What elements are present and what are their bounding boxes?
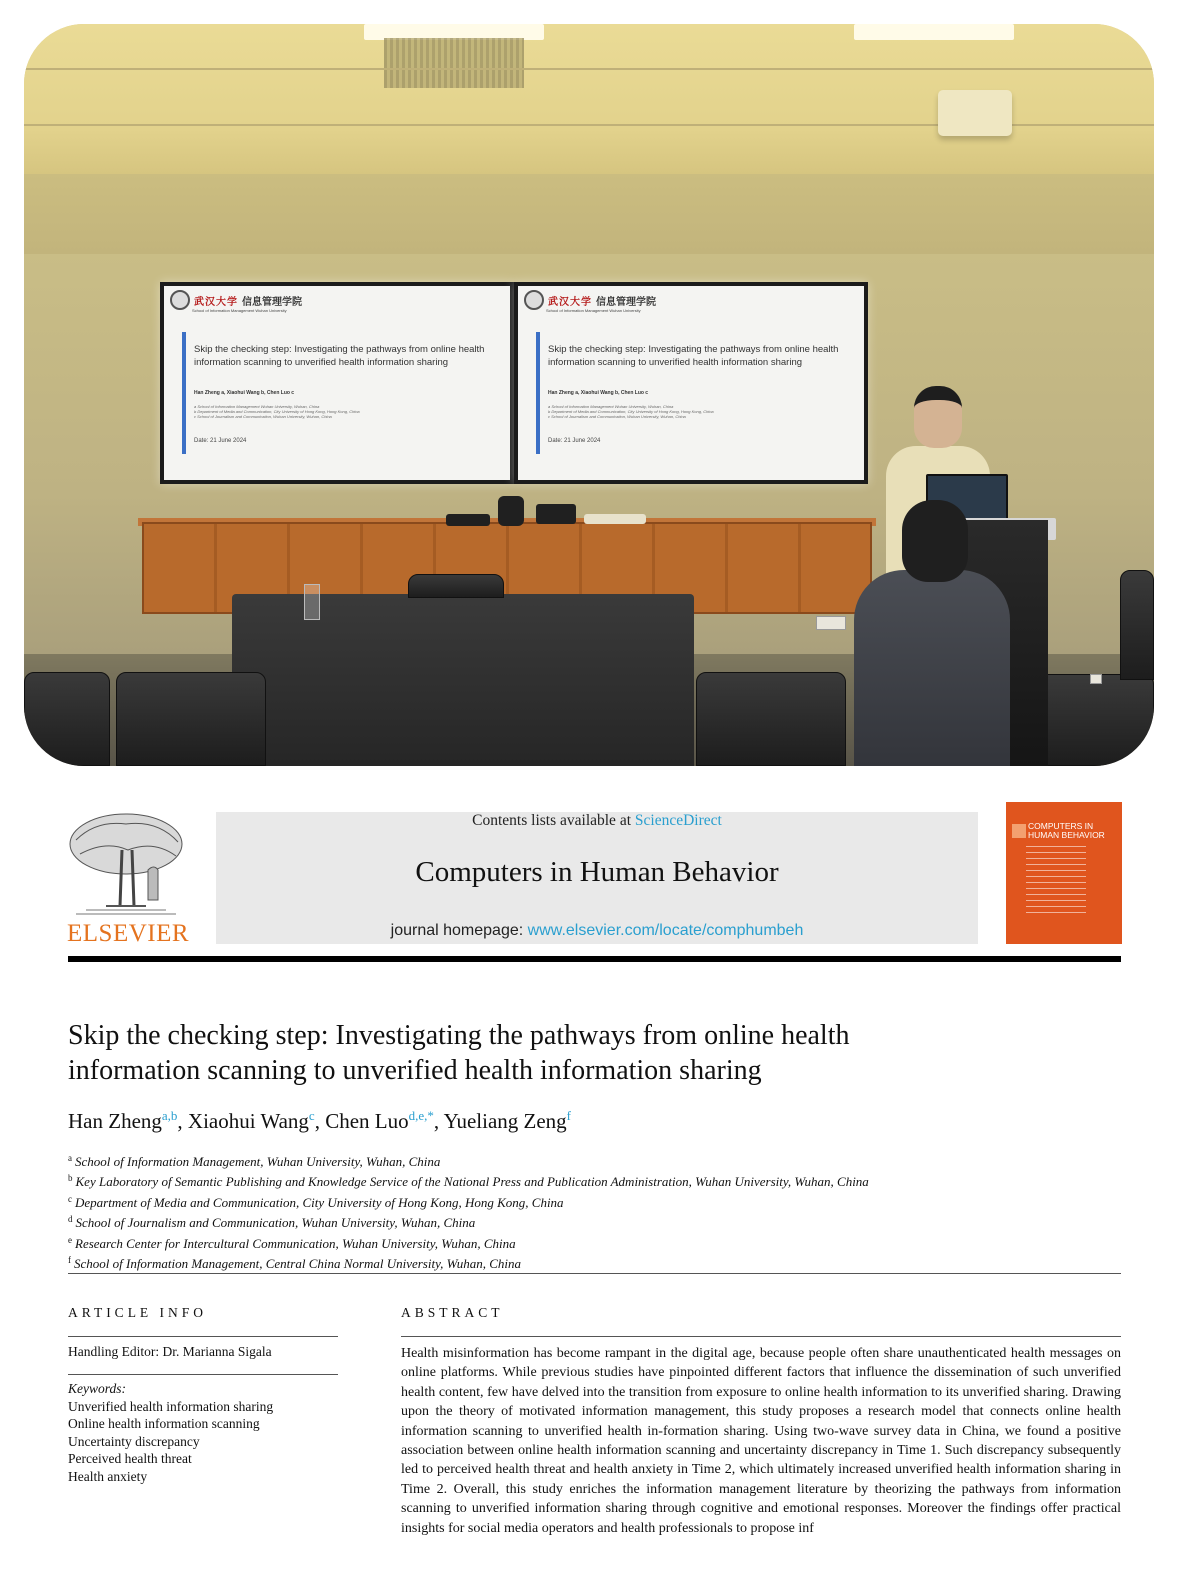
chair <box>696 672 846 766</box>
author-name: Yueliang Zeng <box>443 1109 567 1133</box>
page-crop-edge <box>0 1548 1178 1572</box>
author-name: Han Zheng <box>68 1109 162 1133</box>
journal-banner <box>216 812 978 944</box>
university-seal-icon <box>170 290 190 310</box>
slide-authors: Han Zheng a, Xiaohui Wang b, Chen Luo c <box>194 390 295 396</box>
slide-accent-bar <box>182 332 186 454</box>
conference-camera <box>498 496 524 526</box>
sciencedirect-link[interactable]: ScienceDirect <box>634 812 722 829</box>
keyword-item: Unverified health information sharing <box>68 1399 274 1414</box>
handling-editor: Handling Editor: Dr. Marianna Sigala <box>68 1344 272 1359</box>
slide-school-en: School of Information Management Wuhan University <box>546 308 641 313</box>
journal-homepage-link[interactable]: www.elsevier.com/locate/comphumbeh <box>527 922 804 939</box>
author-name: Chen Luo <box>325 1109 409 1133</box>
chair <box>116 672 266 766</box>
article-info-heading: ARTICLE INFO <box>68 1305 208 1320</box>
ceiling-beam <box>24 174 1154 254</box>
slide-title: Skip the checking step: Investigating the pathways from online health information scanning to unverified health information sharing <box>548 344 839 368</box>
slide-title: Skip the checking step: Investigating the pathways from online health information scanning to unverified health information sharing <box>194 344 485 368</box>
header-rule <box>68 956 1121 962</box>
keyword-item: Online health information scanning <box>68 1416 260 1432</box>
wall-outlet <box>1090 674 1102 684</box>
draped-table <box>232 594 694 766</box>
audience-member <box>854 570 1010 766</box>
ceiling-grid-line <box>24 68 1154 70</box>
cover-logo-icon <box>1012 824 1026 838</box>
section-divider <box>68 1273 1121 1274</box>
water-glass <box>304 584 320 620</box>
affiliation-item: $^b$ Key Laboratory of Semantic Publishing and Knowledge Service of the National Press and Publication Administration, Wuhan University, Wuhan, China <box>68 1173 869 1190</box>
university-seal-icon <box>524 290 544 310</box>
homepage-line: journal homepage: www.elsevier.com/locate/comphumbeh <box>390 922 804 939</box>
contents-line: Contents lists available at ScienceDirect <box>472 812 722 829</box>
cover-text-lines <box>1026 846 1086 918</box>
journal-name: Computers in Human Behavior <box>415 856 779 888</box>
ceiling-light <box>854 24 1014 40</box>
author-affiliation-marker[interactable]: f <box>566 1108 572 1123</box>
control-panel <box>446 514 490 526</box>
abstract-rule <box>401 1336 1121 1337</box>
affiliation-item: $^c$ Department of Media and Communication, City University of Hong Kong, Hong Kong, China <box>68 1193 564 1210</box>
slide-school: 信息管理学院 <box>596 296 656 308</box>
elsevier-wordmark: ELSEVIER <box>67 920 190 947</box>
keyword-item: Uncertainty discrepancy <box>68 1433 200 1449</box>
keyword-item: Perceived health threat <box>68 1451 192 1467</box>
conference-photo <box>24 24 1154 766</box>
affiliation-list <box>68 1150 869 1272</box>
slide-university: 武汉大学 <box>194 296 238 308</box>
info-rule <box>68 1374 338 1375</box>
papers <box>584 514 646 524</box>
slide-school-en: School of Information Management Wuhan University <box>192 308 287 313</box>
chair <box>1120 570 1154 680</box>
author-list: Han Zheng$^{a,b}$, Xiaohui Wang$^c$, Chen Luo$^{d,e,*}$, Yueliang Zeng$^f$ <box>68 1108 572 1133</box>
wall-speaker <box>938 90 1012 136</box>
author-affiliation-marker[interactable]: c <box>308 1108 315 1123</box>
slide-accent-bar <box>536 332 540 454</box>
slide-date: Date: 21 June 2024 <box>194 438 247 444</box>
presenter-head <box>914 386 962 448</box>
info-rule <box>68 1336 338 1337</box>
slide-affiliations: a School of Information Management Wuhan University, Wuhan, China b Department of Media and Communication, City University of Hong Kong, Hong Kong, China c School of Journalism and Communication, Wuhan University, Wuhan, China <box>548 404 714 419</box>
ceiling-vent <box>384 38 524 88</box>
author-affiliation-marker[interactable]: d,e,* <box>408 1108 434 1123</box>
chair <box>408 574 504 598</box>
author-affiliation-marker[interactable]: a,b <box>161 1108 178 1123</box>
projection-screen-right <box>514 282 868 484</box>
slide-affiliations: a School of Information Management Wuhan University, Wuhan, China b Department of Media and Communication, City University of Hong Kong, Hong Kong, China c School of Journalism and Communication, Wuhan University, Wuhan, China <box>194 404 360 419</box>
affiliation-item: $^e$ Research Center for Intercultural Communication, Wuhan University, Wuhan, China <box>68 1234 516 1251</box>
abstract-heading: ABSTRACT <box>401 1305 504 1320</box>
projection-screen-left <box>160 282 514 484</box>
cover-title: COMPUTERS IN HUMAN BEHAVIOR <box>1028 821 1105 840</box>
affiliation-item: $^d$ School of Journalism and Communication, Wuhan University, Wuhan, China <box>68 1214 476 1231</box>
keyword-item: Health anxiety <box>68 1468 148 1484</box>
abstract-text: Health misinformation has become rampant in the digital age, because people often share unauthenticated health messages on online platforms. While previous studies have pinpointed different factors that influence the dissemination of such unverified health content, few have delved into the transition from exposure to online health information to its unverified sharing. Drawing upon the theory of motivated information management, this study proposes a research model that connects online health information scanning to unverified health in-formation sharing. Using two-wave survey data in China, we found a positive association between online health information scanning and uncertainty discrepancy in Time 1. Such discrepancy subsequently led to perceived health threat and health anxiety in Time 2, which ultimately increased unverified health information sharing in Time 2. Overall, this study enriches the information management literature by theorizing the pathways from information scanning to unverified information sharing through cognitive and emotional responses. Moreover the findings offer practical insights for social media operators and health professionals to propose inf <box>401 1346 1121 1536</box>
av-device <box>536 504 576 524</box>
affiliation-item: $^a$ School of Information Management, Wuhan University, Wuhan, China <box>68 1153 441 1169</box>
slide-authors: Han Zheng a, Xiaohui Wang b, Chen Luo c <box>548 390 649 396</box>
audience-member-head <box>902 500 968 582</box>
affiliation-item: $^f$ School of Information Management, Central China Normal University, Wuhan, China <box>68 1255 522 1272</box>
slide-school: 信息管理学院 <box>242 296 302 308</box>
chair <box>24 672 110 766</box>
journal-cover-thumbnail <box>1006 802 1122 944</box>
slide-date: Date: 21 June 2024 <box>548 438 601 444</box>
author-name: Xiaohui Wang <box>187 1109 309 1133</box>
keywords-label: Keywords: <box>68 1381 126 1396</box>
wall-outlet <box>816 616 846 630</box>
slide-university: 武汉大学 <box>548 296 592 308</box>
keyword-list <box>68 1398 273 1485</box>
article-title: Skip the checking step: Investigating the pathways from online health information scanning to unverified health information sharing <box>68 1020 850 1086</box>
elsevier-tree-logo <box>66 810 186 918</box>
